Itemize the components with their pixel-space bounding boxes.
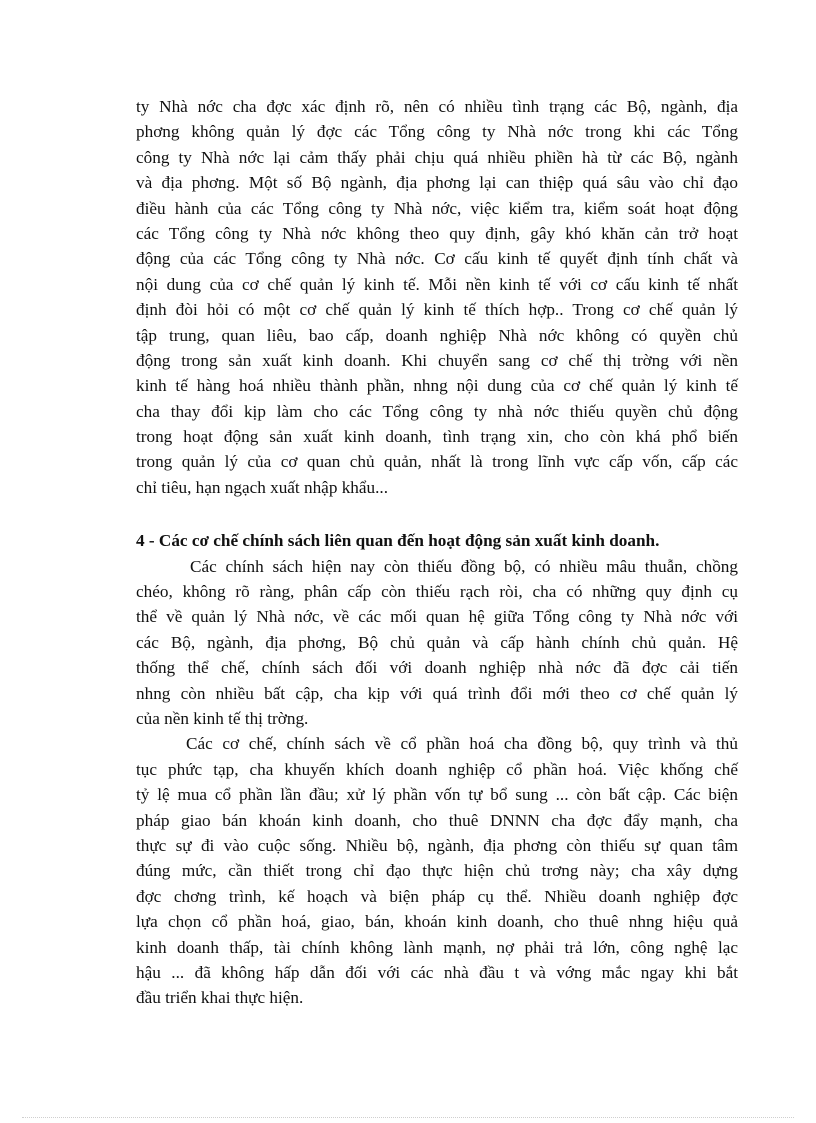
text-line: tỷ lệ mua cổ phần lần đầu; xử lý phần vốn tự bổ sung ... còn bất cập. Các biện (136, 785, 738, 805)
text-line: nội dung của cơ chế quản lý kinh tế. Mỗi nền kinh tế với cơ cấu kinh tế nhất (136, 274, 738, 294)
text-line: điều hành của các Tổng công ty Nhà nớc, việc kiểm tra, kiểm soát hoạt động (136, 198, 738, 218)
section-heading: 4 - Các cơ chế chính sách liên quan đến hoạt động sản xuất kinh doanh. (136, 531, 660, 551)
text-line: thể về quản lý Nhà nớc, về các mối quan hệ giữa Tổng công ty Nhà nớc với (136, 607, 738, 627)
text-line: đầu triển khai thực hiện. (136, 988, 304, 1008)
text-line: thống thể chế, chính sách đối với doanh nghiệp nhà nớc đã đợc cải tiến (136, 658, 738, 678)
text-line: kinh doanh thấp, tài chính không lành mạnh, nợ phải trả lớn, công nghệ lạc (136, 937, 738, 957)
paragraph-3 (136, 731, 738, 1010)
text-line: pháp giao bán khoán kinh doanh, cho thuê DNNN cha đợc đẩy mạnh, cha (136, 810, 738, 830)
text-line: chỉ tiêu, hạn ngạch xuất nhập khẩu... (136, 477, 389, 497)
text-line: các Bộ, ngành, địa phơng, Bộ chủ quản và cấp hành chính chủ quản. Hệ (136, 632, 738, 652)
text-line: Các chính sách hiện nay còn thiếu đồng bộ, có nhiều mâu thuẫn, chồng (190, 556, 738, 576)
paragraph-2 (136, 554, 738, 732)
text-line: và địa phơng. Một số Bộ ngành, địa phơng lại can thiệp quá sâu vào chỉ đạo (136, 173, 738, 193)
text-line: hậu ... đã không hấp dẫn đối với các nhà đầu t và vớng mắc ngay khi bắt (136, 962, 738, 982)
text-line: của nền kinh tế thị trờng. (136, 708, 309, 728)
text-line: cha thay đổi kịp làm cho các Tổng công ty nhà nớc thiếu quyền chủ động (136, 401, 738, 421)
text-line: động của các Tổng công ty Nhà nớc. Cơ cấu kinh tế quyết định tính chất và (136, 249, 738, 269)
text-line: trong hoạt động sản xuất kinh doanh, tình trạng xin, cho còn khá phổ biến (136, 427, 738, 447)
page-bottom-rule (22, 1117, 794, 1118)
text-line: lựa chọn cổ phần hoá, giao, bán, khoán kinh doanh, cho thuê nhng hiệu quả (136, 912, 738, 932)
text-line: đợc chơng trình, kế hoạch và biện pháp cụ thể. Nhiều doanh nghiệp đợc (136, 886, 738, 906)
text-line: nhng còn nhiều bất cập, cha kịp với quá trình đổi mới theo cơ chế quản lý (136, 683, 738, 703)
text-line: đúng mức, cần thiết trong chỉ đạo thực hiện chủ trơng này; cha xây dựng (136, 861, 738, 881)
text-line: ty Nhà nớc cha đợc xác định rõ, nên có nhiều tình trạng các Bộ, ngành, địa (136, 97, 738, 116)
text-line: động trong sản xuất kinh doanh. Khi chuyển sang cơ chế thị trờng với nền (136, 350, 738, 370)
text-line: tập trung, quan liêu, bao cấp, doanh nghiệp Nhà nớc không có quyền chủ (136, 325, 738, 345)
text-line: công ty Nhà nớc lại cảm thấy phải chịu quá nhiều phiền hà từ các Bộ, ngành (136, 147, 738, 167)
text-line: các Tổng công ty Nhà nớc không theo quy định, gây khó khăn cản trở hoạt (136, 223, 738, 243)
text-line: phơng không quản lý đợc các Tổng công ty Nhà nớc trong khi các Tổng (136, 122, 738, 142)
text-line: định đòi hỏi có một cơ chế quản lý kinh tế thích hợp.. Trong cơ chế quản lý (136, 300, 738, 320)
text-line: kinh tế hàng hoá nhiều thành phần, nhng nội dung của cơ chế quản lý kinh tế (136, 376, 738, 396)
text-line: thực sự đi vào cuộc sống. Nhiều bộ, ngành, địa phơng còn thiếu sự quan tâm (136, 835, 738, 855)
text-line: chéo, không rõ ràng, phân cấp còn thiếu rạch ròi, cha có những quy định cụ (136, 582, 738, 602)
paragraph-1 (136, 94, 738, 500)
text-line: Các cơ chế, chính sách về cổ phần hoá cha đồng bộ, quy trình và thủ (186, 734, 738, 754)
text-line: trong quản lý của cơ quan chủ quản, nhất là trong lĩnh vực cấp vốn, cấp các (136, 452, 738, 472)
text-line: tục phức tạp, cha khuyến khích doanh nghiệp cổ phần hoá. Việc khống chế (136, 759, 738, 779)
document-body (136, 94, 738, 1011)
